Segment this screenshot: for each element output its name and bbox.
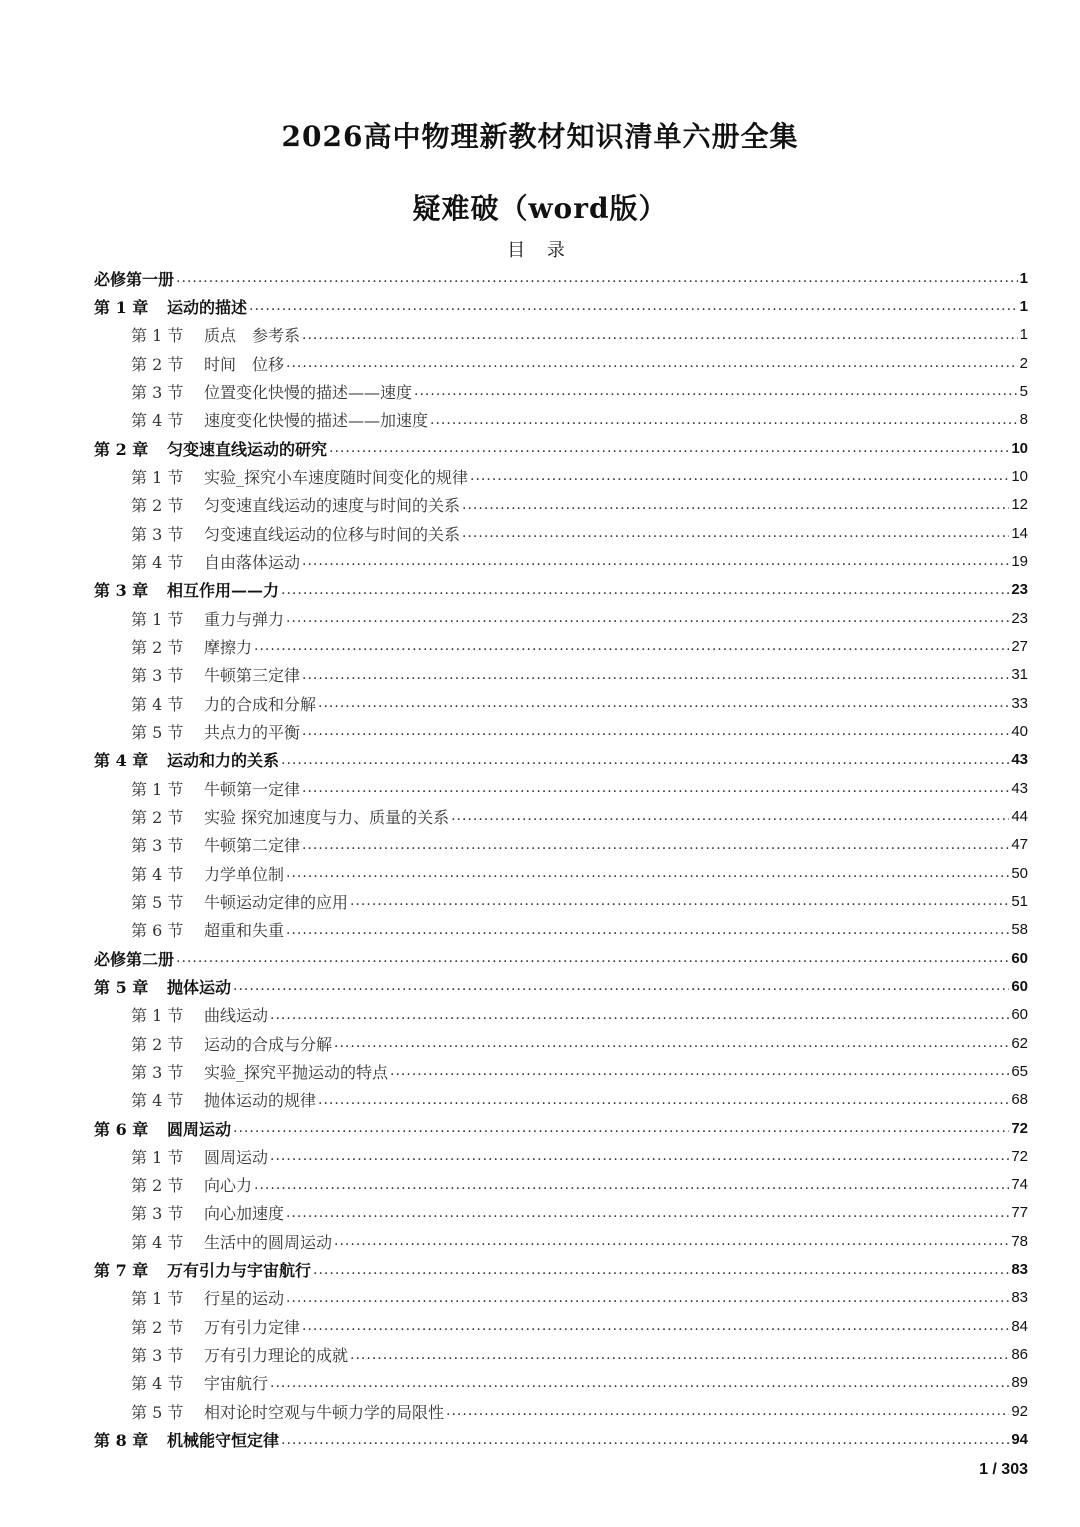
dot-leader xyxy=(302,1318,1009,1334)
toc-entry-number: 第 5 节 xyxy=(131,722,184,742)
toc-entry-number: 第 2 节 xyxy=(131,637,184,657)
toc-entry-title: 行星的运动 xyxy=(204,1289,285,1309)
toc-entry-number: 第 1 节 xyxy=(131,1006,184,1026)
toc-entry-page: 12 xyxy=(1011,496,1028,514)
toc-entry-page: 33 xyxy=(1011,694,1028,712)
dot-leader xyxy=(254,638,1009,654)
toc-entry-chapter[interactable] xyxy=(94,264,1028,292)
toc-entry-section[interactable] xyxy=(94,462,1028,490)
toc-entry-page: 44 xyxy=(1011,807,1028,825)
toc-entry-title: 牛顿第一定律 xyxy=(204,779,301,799)
dot-leader xyxy=(270,1148,1009,1164)
toc-entry-number: 第 6 节 xyxy=(131,921,184,941)
toc-entry-number: 第 3 节 xyxy=(131,836,184,856)
toc-entry-title: 匀变速直线运动的速度与时间的关系 xyxy=(204,496,461,516)
dot-leader xyxy=(302,837,1009,853)
toc-entry-page: 84 xyxy=(1011,1317,1028,1335)
dot-leader xyxy=(286,1290,1009,1306)
toc-entry-number: 第 1 节 xyxy=(131,1147,184,1167)
toc-entry-title: 力学单位制 xyxy=(204,864,285,884)
toc-entry-number: 第 4 节 xyxy=(131,694,184,714)
toc-entry-title: 自由落体运动 xyxy=(204,552,301,572)
toc-entry-page: 5 xyxy=(1019,382,1028,400)
toc-entry-page: 43 xyxy=(1011,779,1028,797)
toc-entry-title: 匀变速直线运动的位移与时间的关系 xyxy=(204,524,461,544)
dot-leader xyxy=(302,667,1009,683)
toc-entry-title: 牛顿第二定律 xyxy=(204,836,301,856)
toc-entry-title: 万有引力理论的成就 xyxy=(204,1346,349,1366)
toc-entry-section[interactable] xyxy=(94,632,1028,660)
table-of-contents xyxy=(94,264,1028,1454)
dot-leader xyxy=(254,1177,1009,1193)
toc-entry-title: 万有引力定律 xyxy=(204,1317,301,1337)
toc-entry-section[interactable] xyxy=(94,1340,1028,1368)
toc-entry-section[interactable] xyxy=(94,604,1028,632)
toc-entry-section[interactable] xyxy=(94,377,1028,405)
toc-entry-number: 第 3 节 xyxy=(131,524,184,544)
dot-leader xyxy=(350,1347,1009,1363)
toc-entry-chapter[interactable] xyxy=(94,1425,1028,1453)
toc-entry-number: 第 3 章 xyxy=(94,581,149,601)
dot-leader xyxy=(270,1375,1009,1391)
toc-entry-number: 第 7 章 xyxy=(94,1261,149,1281)
toc-entry-page: 40 xyxy=(1011,722,1028,740)
toc-entry-number: 第 4 节 xyxy=(131,552,184,572)
toc-entry-number: 第 6 章 xyxy=(94,1119,149,1139)
toc-entry-chapter[interactable] xyxy=(94,576,1028,604)
toc-entry-title: 超重和失重 xyxy=(204,921,285,941)
dot-leader xyxy=(286,922,1009,938)
toc-entry-section[interactable] xyxy=(94,519,1028,547)
toc-entry-title: 位置变化快慢的描述——速度 xyxy=(204,382,413,402)
toc-entry-section[interactable] xyxy=(94,689,1028,717)
toc-entry-title: 时间 位移 xyxy=(204,354,285,374)
dot-leader xyxy=(334,1233,1009,1249)
toc-entry-page: 83 xyxy=(1011,1289,1028,1307)
document-title: 2026高中物理新教材知识清单六册全集 xyxy=(281,119,799,153)
toc-entry-title: 牛顿第三定律 xyxy=(204,666,301,686)
dot-leader xyxy=(318,695,1009,711)
toc-entry-page: 1 xyxy=(1019,297,1028,315)
toc-entry-number: 第 1 节 xyxy=(131,609,184,629)
toc-heading: 目 录 xyxy=(507,240,573,261)
dot-leader xyxy=(451,808,1009,824)
toc-entry-number: 第 1 节 xyxy=(131,779,184,799)
toc-entry-number: 第 5 节 xyxy=(131,892,184,912)
toc-entry-page: 68 xyxy=(1011,1091,1028,1109)
toc-entry-section[interactable] xyxy=(94,1284,1028,1312)
toc-entry-page: 23 xyxy=(1011,581,1028,599)
toc-entry-title: 实验_探究小车速度随时间变化的规律 xyxy=(204,467,469,487)
toc-entry-section[interactable] xyxy=(94,661,1028,689)
toc-entry-number: 第 1 节 xyxy=(131,467,184,487)
toc-entry-page: 58 xyxy=(1011,921,1028,939)
toc-entry-section[interactable] xyxy=(94,1227,1028,1255)
toc-entry-title: 万有引力与宇宙航行 xyxy=(167,1261,312,1281)
toc-entry-page: 10 xyxy=(1011,467,1028,485)
toc-entry-section[interactable] xyxy=(94,717,1028,745)
dot-leader xyxy=(462,525,1009,541)
dot-leader xyxy=(233,978,1009,994)
dot-leader xyxy=(430,412,1018,428)
toc-entry-page: 83 xyxy=(1011,1261,1028,1279)
dot-leader xyxy=(302,553,1009,569)
toc-entry-section[interactable] xyxy=(94,1086,1028,1114)
dot-leader xyxy=(286,355,1018,371)
toc-entry-page: 47 xyxy=(1011,836,1028,854)
toc-entry-page: 19 xyxy=(1011,552,1028,570)
toc-entry-page: 14 xyxy=(1011,524,1028,542)
toc-entry-page: 92 xyxy=(1011,1402,1028,1420)
toc-entry-number: 第 3 节 xyxy=(131,1346,184,1366)
toc-entry-title: 速度变化快慢的描述——加速度 xyxy=(204,411,429,431)
toc-entry-page: 23 xyxy=(1011,609,1028,627)
toc-entry-section[interactable] xyxy=(94,1029,1028,1057)
toc-entry-section[interactable] xyxy=(94,321,1028,349)
toc-entry-title: 实验_探究平抛运动的特点 xyxy=(204,1062,389,1082)
dot-leader xyxy=(414,383,1018,399)
toc-entry-page: 60 xyxy=(1011,1006,1028,1024)
toc-entry-number: 第 4 节 xyxy=(131,864,184,884)
dot-leader xyxy=(318,1092,1009,1108)
toc-entry-title: 相对论时空观与牛顿力学的局限性 xyxy=(204,1402,445,1422)
dot-leader xyxy=(286,610,1009,626)
dot-leader xyxy=(270,1007,1009,1023)
dot-leader xyxy=(446,1403,1009,1419)
toc-entry-section[interactable] xyxy=(94,491,1028,519)
toc-entry-page: 2 xyxy=(1019,354,1028,372)
toc-entry-title: 摩擦力 xyxy=(204,637,253,657)
toc-entry-number: 第 2 章 xyxy=(94,439,149,459)
toc-entry-section[interactable] xyxy=(94,547,1028,575)
toc-entry-page: 50 xyxy=(1011,864,1028,882)
toc-entry-title: 运动和力的关系 xyxy=(167,751,280,771)
dot-leader xyxy=(470,468,1009,484)
toc-entry-number: 第 1 节 xyxy=(131,326,184,346)
toc-entry-title: 运动的描述 xyxy=(167,297,248,317)
document-subtitle: 疑难破（word版） xyxy=(412,192,668,226)
dot-leader xyxy=(313,1262,1009,1278)
toc-entry-number: 第 3 节 xyxy=(131,666,184,686)
toc-entry-number: 第 5 章 xyxy=(94,977,149,997)
page-indicator: 1 / 303 xyxy=(979,1461,1028,1478)
toc-entry-section[interactable] xyxy=(94,1369,1028,1397)
dot-leader xyxy=(390,1063,1009,1079)
toc-entry-number: 第 4 节 xyxy=(131,1374,184,1394)
toc-entry-section[interactable] xyxy=(94,1057,1028,1085)
toc-entry-section[interactable] xyxy=(94,1312,1028,1340)
dot-leader xyxy=(281,582,1009,598)
toc-entry-page: 62 xyxy=(1011,1034,1028,1052)
toc-entry-number: 第 4 节 xyxy=(131,411,184,431)
toc-entry-number: 第 3 节 xyxy=(131,382,184,402)
toc-entry-section[interactable] xyxy=(94,349,1028,377)
toc-entry-section[interactable] xyxy=(94,1397,1028,1425)
toc-entry-section[interactable] xyxy=(94,1142,1028,1170)
toc-entry-section[interactable] xyxy=(94,1199,1028,1227)
toc-entry-title: 向心力 xyxy=(204,1176,253,1196)
toc-entry-page: 78 xyxy=(1011,1232,1028,1250)
toc-entry-page: 51 xyxy=(1011,892,1028,910)
toc-entry-page: 43 xyxy=(1011,751,1028,769)
toc-entry-number: 第 8 章 xyxy=(94,1431,149,1451)
toc-entry-title: 宇宙航行 xyxy=(204,1374,269,1394)
dot-leader xyxy=(302,327,1018,343)
toc-entry-title: 运动的合成与分解 xyxy=(204,1034,333,1054)
toc-entry-page: 72 xyxy=(1011,1147,1028,1165)
toc-entry-title: 实验 探究加速度与力、质量的关系 xyxy=(204,807,450,827)
toc-entry-section[interactable] xyxy=(94,802,1028,830)
toc-entry-chapter[interactable] xyxy=(94,1255,1028,1283)
toc-entry-number: 第 4 节 xyxy=(131,1091,184,1111)
toc-entry-page: 1 xyxy=(1019,269,1028,287)
toc-entry-number: 第 2 节 xyxy=(131,354,184,374)
dot-leader xyxy=(281,752,1009,768)
toc-entry-page: 8 xyxy=(1019,411,1028,429)
dot-leader xyxy=(350,893,1009,909)
toc-entry-number: 第 2 节 xyxy=(131,1034,184,1054)
toc-entry-title: 力的合成和分解 xyxy=(204,694,317,714)
toc-entry-chapter[interactable] xyxy=(94,292,1028,320)
dot-leader xyxy=(281,1432,1009,1448)
toc-entry-number: 第 4 章 xyxy=(94,751,149,771)
dot-leader xyxy=(302,723,1009,739)
dot-leader xyxy=(233,1120,1009,1136)
dot-leader xyxy=(176,950,1009,966)
toc-entry-section[interactable] xyxy=(94,1001,1028,1029)
toc-entry-number: 第 4 节 xyxy=(131,1232,184,1252)
toc-entry-section[interactable] xyxy=(94,774,1028,802)
toc-entry-section[interactable] xyxy=(94,916,1028,944)
toc-entry-page: 89 xyxy=(1011,1374,1028,1392)
toc-entry-number: 第 2 节 xyxy=(131,496,184,516)
toc-entry-page: 74 xyxy=(1011,1176,1028,1194)
toc-entry-title: 相互作用——力 xyxy=(167,581,280,601)
toc-entry-title: 圆周运动 xyxy=(167,1119,232,1139)
toc-entry-title: 质点 参考系 xyxy=(204,326,301,346)
toc-entry-number: 第 3 节 xyxy=(131,1062,184,1082)
toc-entry-title: 生活中的圆周运动 xyxy=(204,1232,333,1252)
dot-leader xyxy=(286,865,1009,881)
toc-entry-page: 1 xyxy=(1019,326,1028,344)
dot-leader xyxy=(302,780,1009,796)
toc-entry-title: 机械能守恒定律 xyxy=(167,1431,280,1451)
toc-entry-title: 牛顿运动定律的应用 xyxy=(204,892,349,912)
toc-entry-title: 曲线运动 xyxy=(204,1006,269,1026)
toc-entry-page: 72 xyxy=(1011,1119,1028,1137)
toc-entry-number: 第 2 节 xyxy=(131,1176,184,1196)
toc-entry-page: 77 xyxy=(1011,1204,1028,1222)
dot-leader xyxy=(249,298,1018,314)
toc-entry-title: 匀变速直线运动的研究 xyxy=(167,439,328,459)
toc-entry-number: 第 3 节 xyxy=(131,1204,184,1224)
toc-entry-section[interactable] xyxy=(94,831,1028,859)
toc-entry-chapter[interactable] xyxy=(94,944,1028,972)
toc-entry-page: 10 xyxy=(1011,439,1028,457)
toc-entry-page: 60 xyxy=(1011,977,1028,995)
toc-entry-section[interactable] xyxy=(94,1171,1028,1199)
toc-entry-section[interactable] xyxy=(94,406,1028,434)
toc-entry-title: 共点力的平衡 xyxy=(204,722,301,742)
toc-entry-number: 第 2 节 xyxy=(131,1317,184,1337)
dot-leader xyxy=(334,1035,1009,1051)
toc-entry-title: 抛体运动的规律 xyxy=(204,1091,317,1111)
toc-entry-title: 必修第二册 xyxy=(94,949,175,969)
toc-entry-page: 60 xyxy=(1011,949,1028,967)
toc-entry-title: 向心加速度 xyxy=(204,1204,285,1224)
dot-leader xyxy=(286,1205,1009,1221)
toc-entry-page: 27 xyxy=(1011,637,1028,655)
toc-entry-number: 第 1 节 xyxy=(131,1289,184,1309)
toc-entry-title: 必修第一册 xyxy=(94,269,175,289)
toc-entry-chapter[interactable] xyxy=(94,1114,1028,1142)
toc-entry-page: 65 xyxy=(1011,1062,1028,1080)
toc-entry-chapter[interactable] xyxy=(94,972,1028,1000)
toc-entry-number: 第 5 节 xyxy=(131,1402,184,1422)
dot-leader xyxy=(462,497,1009,513)
dot-leader xyxy=(329,440,1009,456)
toc-entry-number: 第 2 节 xyxy=(131,807,184,827)
toc-entry-section[interactable] xyxy=(94,859,1028,887)
toc-entry-title: 重力与弹力 xyxy=(204,609,285,629)
toc-entry-title: 抛体运动 xyxy=(167,977,232,997)
toc-entry-page: 31 xyxy=(1011,666,1028,684)
toc-entry-section[interactable] xyxy=(94,887,1028,915)
toc-entry-page: 94 xyxy=(1011,1431,1028,1449)
toc-entry-number: 第 1 章 xyxy=(94,297,149,317)
toc-entry-chapter[interactable] xyxy=(94,434,1028,462)
dot-leader xyxy=(176,270,1018,286)
toc-entry-title: 圆周运动 xyxy=(204,1147,269,1167)
toc-entry-chapter[interactable] xyxy=(94,746,1028,774)
toc-entry-page: 86 xyxy=(1011,1346,1028,1364)
